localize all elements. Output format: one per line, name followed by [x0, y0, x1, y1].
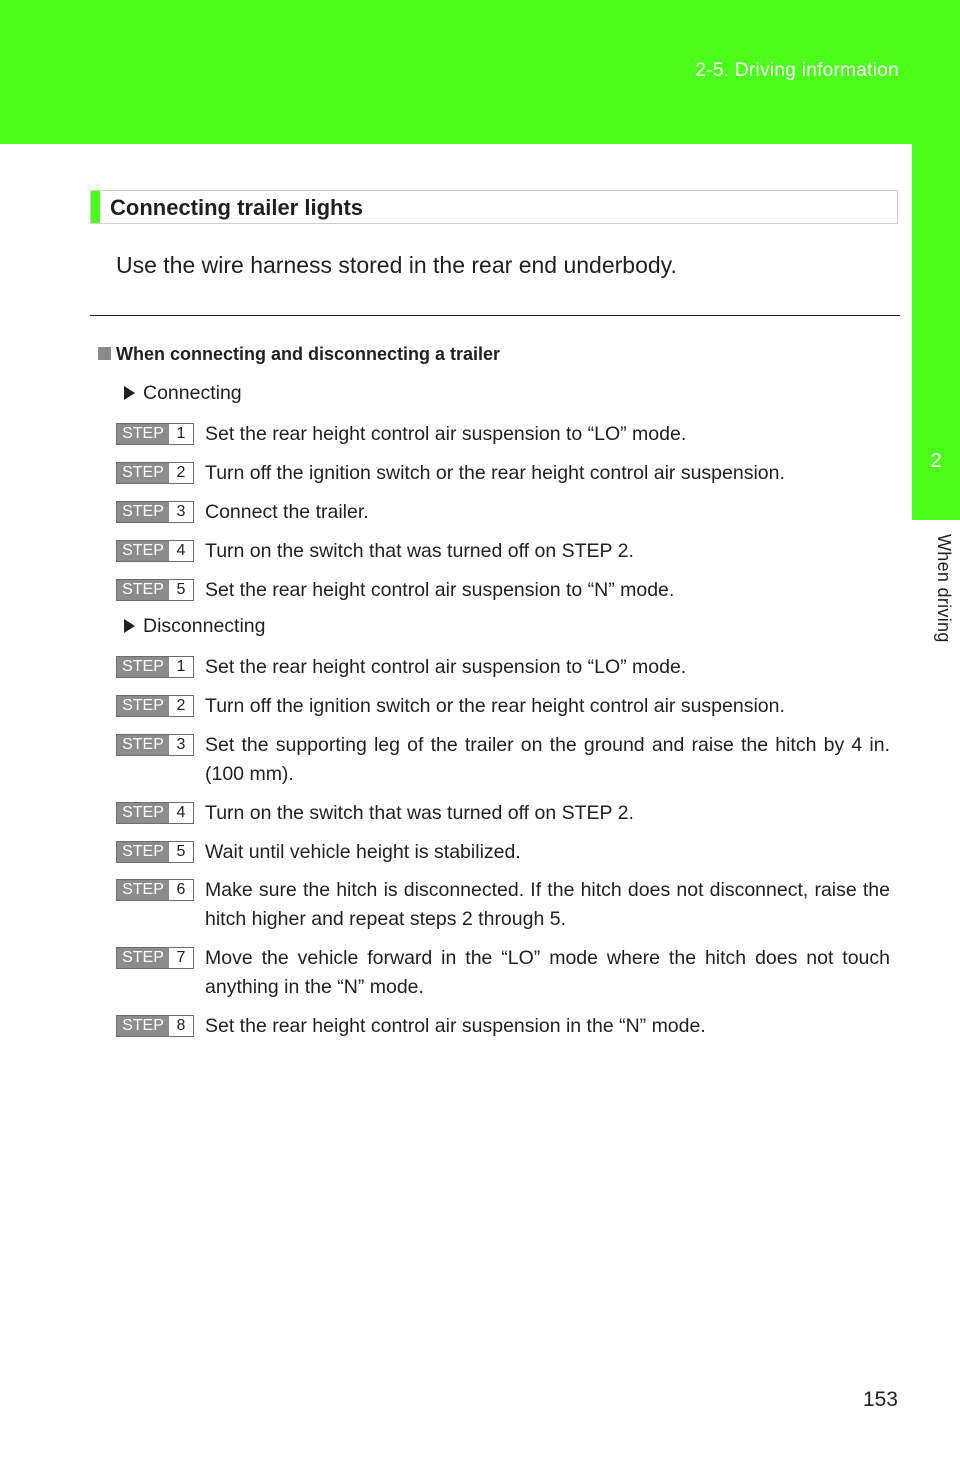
- step-word: STEP: [117, 735, 169, 755]
- disconnecting-step: [116, 838, 890, 867]
- step-number: 3: [169, 502, 193, 522]
- step-number: 5: [169, 842, 193, 862]
- connecting-step: [116, 537, 890, 566]
- triangle-arrow-icon: [124, 619, 135, 633]
- disconnecting-step: [116, 692, 890, 721]
- disconnecting-label-text: Disconnecting: [143, 615, 266, 637]
- step-number: 2: [169, 463, 193, 483]
- connecting-label: [124, 382, 242, 405]
- step-number: 7: [169, 948, 193, 968]
- connecting-step: [116, 576, 890, 605]
- section-reference: 2-5. Driving information: [695, 60, 899, 81]
- step-badge: [116, 579, 194, 601]
- step-number: 6: [169, 880, 193, 900]
- step-word: STEP: [117, 657, 169, 677]
- step-number: 8: [169, 1016, 193, 1036]
- step-number: 4: [169, 541, 193, 561]
- step-word: STEP: [117, 803, 169, 823]
- step-badge: [116, 1015, 194, 1037]
- divider-line: [90, 315, 900, 316]
- step-word: STEP: [117, 842, 169, 862]
- step-badge: [116, 656, 194, 678]
- step-badge: [116, 947, 194, 969]
- step-number: 3: [169, 735, 193, 755]
- step-badge: [116, 501, 194, 523]
- connecting-step: [116, 459, 890, 488]
- step-text: Connect the trailer.: [205, 501, 369, 523]
- step-number: 2: [169, 696, 193, 716]
- step-text: Set the rear height control air suspension to “LO” mode.: [205, 656, 687, 678]
- step-badge: [116, 462, 194, 484]
- disconnecting-step: [116, 653, 890, 682]
- section-title: Connecting trailer lights: [110, 195, 364, 220]
- disconnecting-step: [116, 731, 890, 789]
- connecting-step: [116, 420, 890, 449]
- connecting-label-text: Connecting: [143, 382, 242, 404]
- step-text: Set the rear height control air suspension to “N” mode.: [205, 579, 675, 601]
- step-text: Turn on the switch that was turned off on STEP 2.: [205, 802, 634, 824]
- chapter-tab: [912, 144, 960, 520]
- step-badge: [116, 423, 194, 445]
- step-word: STEP: [117, 880, 169, 900]
- header-band: [0, 0, 960, 144]
- step-badge: [116, 802, 194, 824]
- step-text: Set the rear height control air suspension to “LO” mode.: [205, 423, 687, 445]
- step-badge: [116, 734, 194, 756]
- chapter-label: When driving: [934, 534, 954, 643]
- disconnecting-step: [116, 1012, 890, 1041]
- step-text: Turn on the switch that was turned off on STEP 2.: [205, 540, 634, 562]
- disconnecting-step: [116, 944, 890, 1002]
- step-number: 5: [169, 580, 193, 600]
- step-text: Turn off the ignition switch or the rear height control air suspension.: [205, 695, 785, 717]
- subsection-heading-text: When connecting and disconnecting a trailer: [116, 344, 501, 364]
- step-text: Make sure the hitch is disconnected. If the hitch does not disconnect, raise the hitch higher and repeat steps 2 through 5.: [205, 879, 890, 930]
- step-number: 4: [169, 803, 193, 823]
- step-text: Move the vehicle forward in the “LO” mode where the hitch does not touch anything in the “N” mode.: [205, 947, 890, 998]
- disconnecting-label: [124, 615, 265, 638]
- step-word: STEP: [117, 696, 169, 716]
- step-word: STEP: [117, 1016, 169, 1036]
- page-number: 153: [862, 1388, 898, 1411]
- chapter-number: 2: [930, 450, 942, 472]
- step-text: Turn off the ignition switch or the rear height control air suspension.: [205, 462, 785, 484]
- disconnecting-step: [116, 876, 890, 934]
- step-badge: [116, 841, 194, 863]
- step-badge: [116, 879, 194, 901]
- square-bullet-icon: [98, 347, 111, 360]
- step-word: STEP: [117, 502, 169, 522]
- triangle-arrow-icon: [124, 386, 135, 400]
- subsection-heading: [98, 344, 500, 365]
- step-number: 1: [169, 657, 193, 677]
- step-word: STEP: [117, 580, 169, 600]
- step-word: STEP: [117, 463, 169, 483]
- step-badge: [116, 540, 194, 562]
- title-accent-bar: [91, 191, 100, 223]
- section-title-bar: [90, 190, 898, 224]
- step-text: Wait until vehicle height is stabilized.: [205, 841, 521, 863]
- disconnecting-step: [116, 799, 890, 828]
- step-word: STEP: [117, 541, 169, 561]
- step-word: STEP: [117, 424, 169, 444]
- step-number: 1: [169, 424, 193, 444]
- step-word: STEP: [117, 948, 169, 968]
- section-intro: Use the wire harness stored in the rear end underbody.: [116, 252, 677, 278]
- step-badge: [116, 695, 194, 717]
- step-text: Set the supporting leg of the trailer on the ground and raise the hitch by 4 in. (100 mm).: [205, 734, 890, 785]
- step-text: Set the rear height control air suspension in the “N” mode.: [205, 1015, 706, 1037]
- connecting-step: [116, 498, 890, 527]
